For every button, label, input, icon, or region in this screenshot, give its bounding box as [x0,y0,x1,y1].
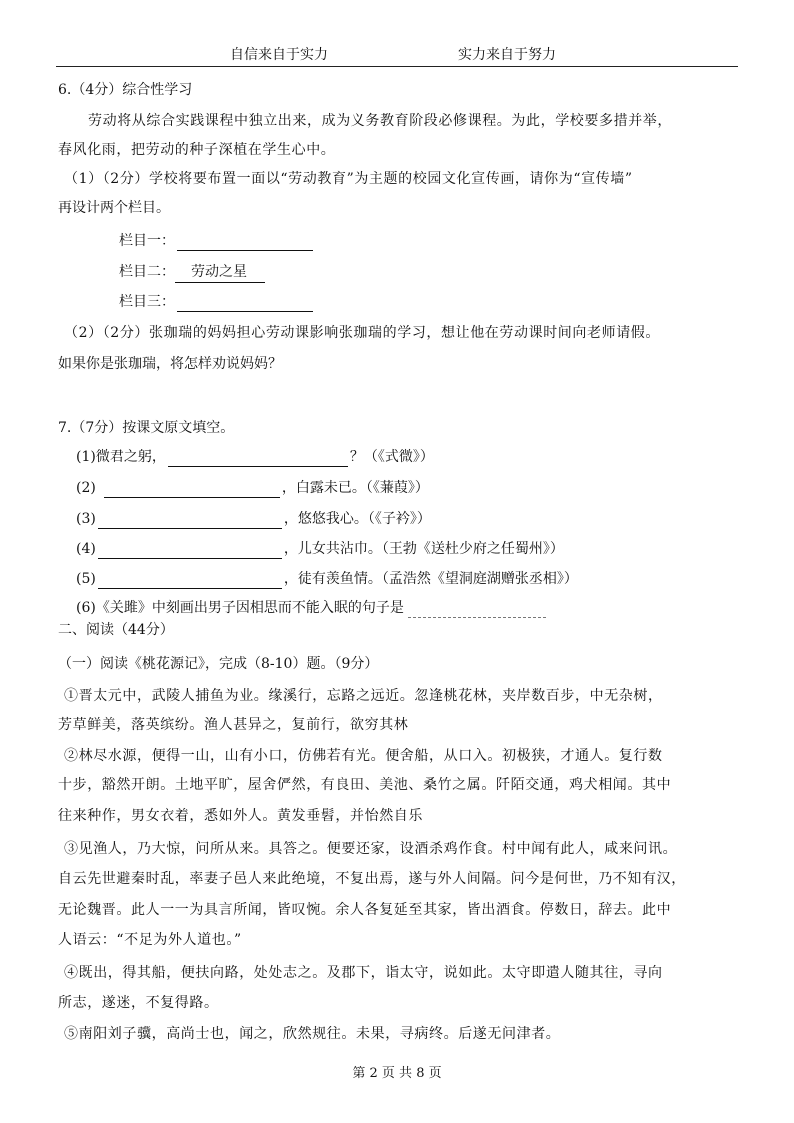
column-row-1 [119,231,315,251]
q7-item-6-prompt: (6)《关雎》中刻画出男子因相思而不能入眠的句子是 [76,600,404,616]
passage-p3-line4: 人语云：“不足为外人道也。” [58,932,242,948]
header-right-motto: 实力来自于努力 [458,47,556,63]
q6-title: 6.（4分）综合性学习 [58,82,193,98]
q7-blank-3[interactable] [98,512,282,529]
q7-blank-1[interactable] [168,450,348,467]
passage-p5-line1: ⑤南阳刘子骥，高尚士也，闻之，欣然规往。未果，寻病终。后遂无问津者。 [64,1026,561,1042]
passage-p2-line2: 十步，豁然开朗。土地平旷，屋舍俨然，有良田、美池、桑竹之属。阡陌交通，鸡犬相闻。其中 [58,777,672,793]
q7-item-3 [76,509,431,529]
q7-item-2-suffix: ，白露未已。（《蒹葭》） [281,480,429,496]
q7-title: 7.（7分）按课文原文填空。 [58,420,235,436]
section-2-title: 二、阅读（44分） [58,622,174,638]
passage-p3-line3: 无论魏晋。此人一一为具言所闻，皆叹惋。余人各复延至其家，皆出酒食。停数日，辞去。此中 [58,902,672,918]
q6-intro-line2: 春风化雨，把劳动的种子深植在学生心中。 [58,142,336,158]
header-left-motto: 自信来自于实力 [230,47,328,63]
passage-p4-line2: 所志，遂迷，不复得路。 [58,995,219,1011]
q7-item-1-suffix: ？（《式微》） [349,449,434,465]
column-row-2 [119,262,265,283]
column-1-label: 栏目一： [119,233,175,249]
q7-blank-4[interactable] [98,542,282,559]
passage-p2-line1: ②林尽水源，便得一山，山有小口，仿佛若有光。便舍船，从口入。初极狭，才通人。复行数 [64,748,663,764]
column-1-blank[interactable] [177,234,313,251]
column-3-blank[interactable] [177,295,313,312]
passage-p1-line2: 芳草鲜美，落英缤纷。渔人甚异之，复前行，欲穷其林 [58,717,409,733]
q7-item-5-suffix: ，徒有羡鱼情。（孟浩然《望洞庭湖赠张丞相》） [283,571,578,587]
q6-part1-line1: （1）（2分）学校将要布置一面以“劳动教育”为主题的校园文化宣传画，请你为“宣传墙” [64,171,633,187]
q7-blank-2[interactable] [104,481,280,498]
q6-part2-line1: （2）（2分）张珈瑞的妈妈担心劳动课影响张珈瑞的学习，想让他在劳动课时间向老师请假。 [64,325,661,341]
passage-p1-line1: ①晋太元中，武陵人捕鱼为业。缘溪行，忘路之远近。忽逢桃花林，夹岸数百步，中无杂树， [64,688,663,704]
q7-item-2-prefix: (2) [76,480,96,496]
q6-intro-line1: 劳动将从综合实践课程中独立出来，成为义务教育阶段必修课程。为此，学校要多措并举， [88,113,672,129]
q7-blank-6[interactable] [408,601,546,618]
column-2-label: 栏目二： [119,264,175,280]
q7-item-4 [76,539,564,559]
q7-item-2 [76,478,429,498]
q6-part1-line2: 再设计两个栏目。 [58,200,170,216]
q7-item-3-prefix: (3) [76,511,96,527]
column-row-3 [119,292,315,312]
q7-blank-5[interactable] [98,572,282,589]
column-2-answer: 劳动之星 [175,262,265,283]
passage-p3-line1: ③见渔人，乃大惊，问所从来。具答之。便要还家，设酒杀鸡作食。村中闻有此人，咸来问讯。 [64,841,678,857]
page-header [0,44,794,66]
q7-item-1-prefix: (1)微君之躬， [76,449,166,465]
q7-item-4-suffix: ，儿女共沾巾。（王勃《送杜少府之任蜀州》） [283,541,564,557]
q7-item-4-prefix: (4) [76,541,96,557]
q7-item-5 [76,569,578,589]
q7-item-3-suffix: ，悠悠我心。（《子衿》） [283,511,431,527]
passage-p4-line1: ④既出，得其船，便扶向路，处处志之。及郡下，诣太守，说如此。太守即遣人随其往，寻向 [64,965,663,981]
header-rule [56,66,738,67]
q7-item-5-prefix: (5) [76,571,96,587]
section-2-subtitle: （一）阅读《桃花源记》，完成（8-10）题。（9分） [58,656,379,672]
q7-item-1 [76,447,434,467]
q7-item-6 [76,598,546,618]
q6-part2-line2: 如果你是张珈瑞，将怎样劝说妈妈？ [58,356,282,372]
column-3-label: 栏目三： [119,294,175,310]
page-footer: 第 2 页 共 8 页 [352,1066,442,1081]
passage-p2-line3: 往来种作，男女衣着，悉如外人。黄发垂髫，并怡然自乐 [58,808,423,824]
passage-p3-line2: 自云先世避秦时乱，率妻子邑人来此绝境，不复出焉，遂与外人间隔。问今是何世，乃不知有汉， [58,871,686,887]
